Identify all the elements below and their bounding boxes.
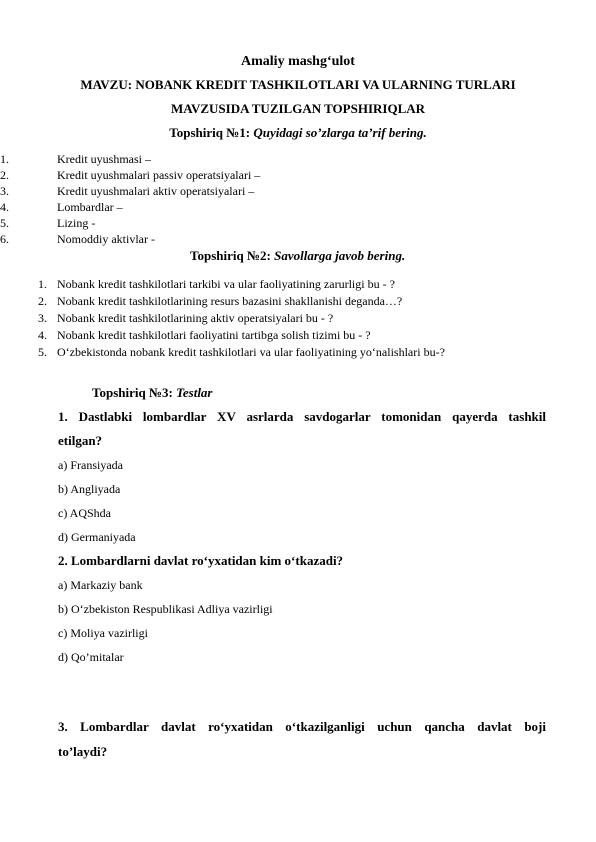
item-text: Nomoddiy aktivlar - xyxy=(57,232,155,246)
answer-option: c) AQShda xyxy=(58,506,111,520)
item-number: 6. xyxy=(0,232,9,246)
topic-line-2: MAVZUSIDA TUZILGAN TOPSHIRIQLAR xyxy=(170,101,426,116)
item-number: 5. xyxy=(38,345,47,359)
question-1-line-2: etilgan? xyxy=(58,433,103,448)
answer-option: d) Qo’mitalar xyxy=(58,650,124,664)
answer-option: c) Moliya vazirligi xyxy=(58,626,148,640)
item-number: 2. xyxy=(38,294,47,308)
item-text: Nobank kredit tashkilotlari tarkibi va ular faoliyatining zarurligi bu - ? xyxy=(57,277,395,291)
item-text: Nobank kredit tashkilotlari faoliyatini tartibga solish tizimi bu - ? xyxy=(57,328,371,342)
item-text: Nobank kredit tashkilotlarining resurs bazasini shakllanishi deganda…? xyxy=(57,294,403,308)
task3-heading xyxy=(92,385,212,401)
item-text: Lombardlar – xyxy=(57,200,123,214)
item-text: Lizing - xyxy=(57,216,96,230)
item-number: 3. xyxy=(0,184,9,198)
item-text: O‘zbekistonda nobank kredit tashkilotlari va ular faoliyatining yo‘nalishlari bu-? xyxy=(57,345,445,359)
question-1-line-1: 1. Dastlabki lombardlar XV asrlarda savdogarlar tomonidan qayerda tashkil xyxy=(58,409,546,424)
item-text: Nobank kredit tashkilotlarining aktiv operatsiyalari bu - ? xyxy=(57,311,334,325)
item-number: 4. xyxy=(38,328,47,342)
task3-instruction: Testlar xyxy=(176,385,213,400)
question-3-line-1: 3. Lombardlar davlat ro‘yxatidan o‘tkazilganligi uchun qancha davlat boji xyxy=(58,719,546,734)
task3-label: Topshiriq №3: xyxy=(92,385,173,400)
item-number: 5. xyxy=(0,216,9,230)
item-number: 1. xyxy=(0,152,9,166)
item-text: Kredit uyushmalari aktiv operatsiyalari – xyxy=(57,184,255,198)
answer-option: d) Germaniyada xyxy=(58,530,136,544)
item-number: 4. xyxy=(0,200,9,214)
item-number: 1. xyxy=(38,277,47,291)
question-2-line-1: 2. Lombardlarni davlat ro‘yxatidan kim o‘tkazadi? xyxy=(58,553,344,568)
answer-option: b) O‘zbekiston Respublikasi Adliya vazirligi xyxy=(58,602,273,616)
item-text: Kredit uyushmasi – xyxy=(57,152,151,166)
task1-heading xyxy=(0,125,596,141)
answer-option: b) Angliyada xyxy=(58,482,121,496)
topic-line-1: MAVZU: NOBANK KREDIT TASHKILOTLARI VA ULARNING TURLARI xyxy=(80,77,516,92)
page-title: Amaliy mashg‘ulot xyxy=(241,54,355,69)
question-3-line-2: to’laydi? xyxy=(58,744,108,759)
task1-instruction: Quyidagi so’zlarga ta’rif bering. xyxy=(253,125,427,140)
item-number: 3. xyxy=(38,311,47,325)
task2-instruction: Savollarga javob bering. xyxy=(274,248,406,263)
answer-option: a) Markaziy bank xyxy=(58,578,143,592)
answer-option: a) Fransiyada xyxy=(58,458,123,472)
task2-label: Topshiriq №2: xyxy=(190,248,271,263)
item-text: Kredit uyushmalari passiv operatsiyalari – xyxy=(57,168,261,182)
task2-heading xyxy=(190,248,405,264)
item-number: 2. xyxy=(0,168,9,182)
task1-label: Topshiriq №1: xyxy=(169,125,251,140)
